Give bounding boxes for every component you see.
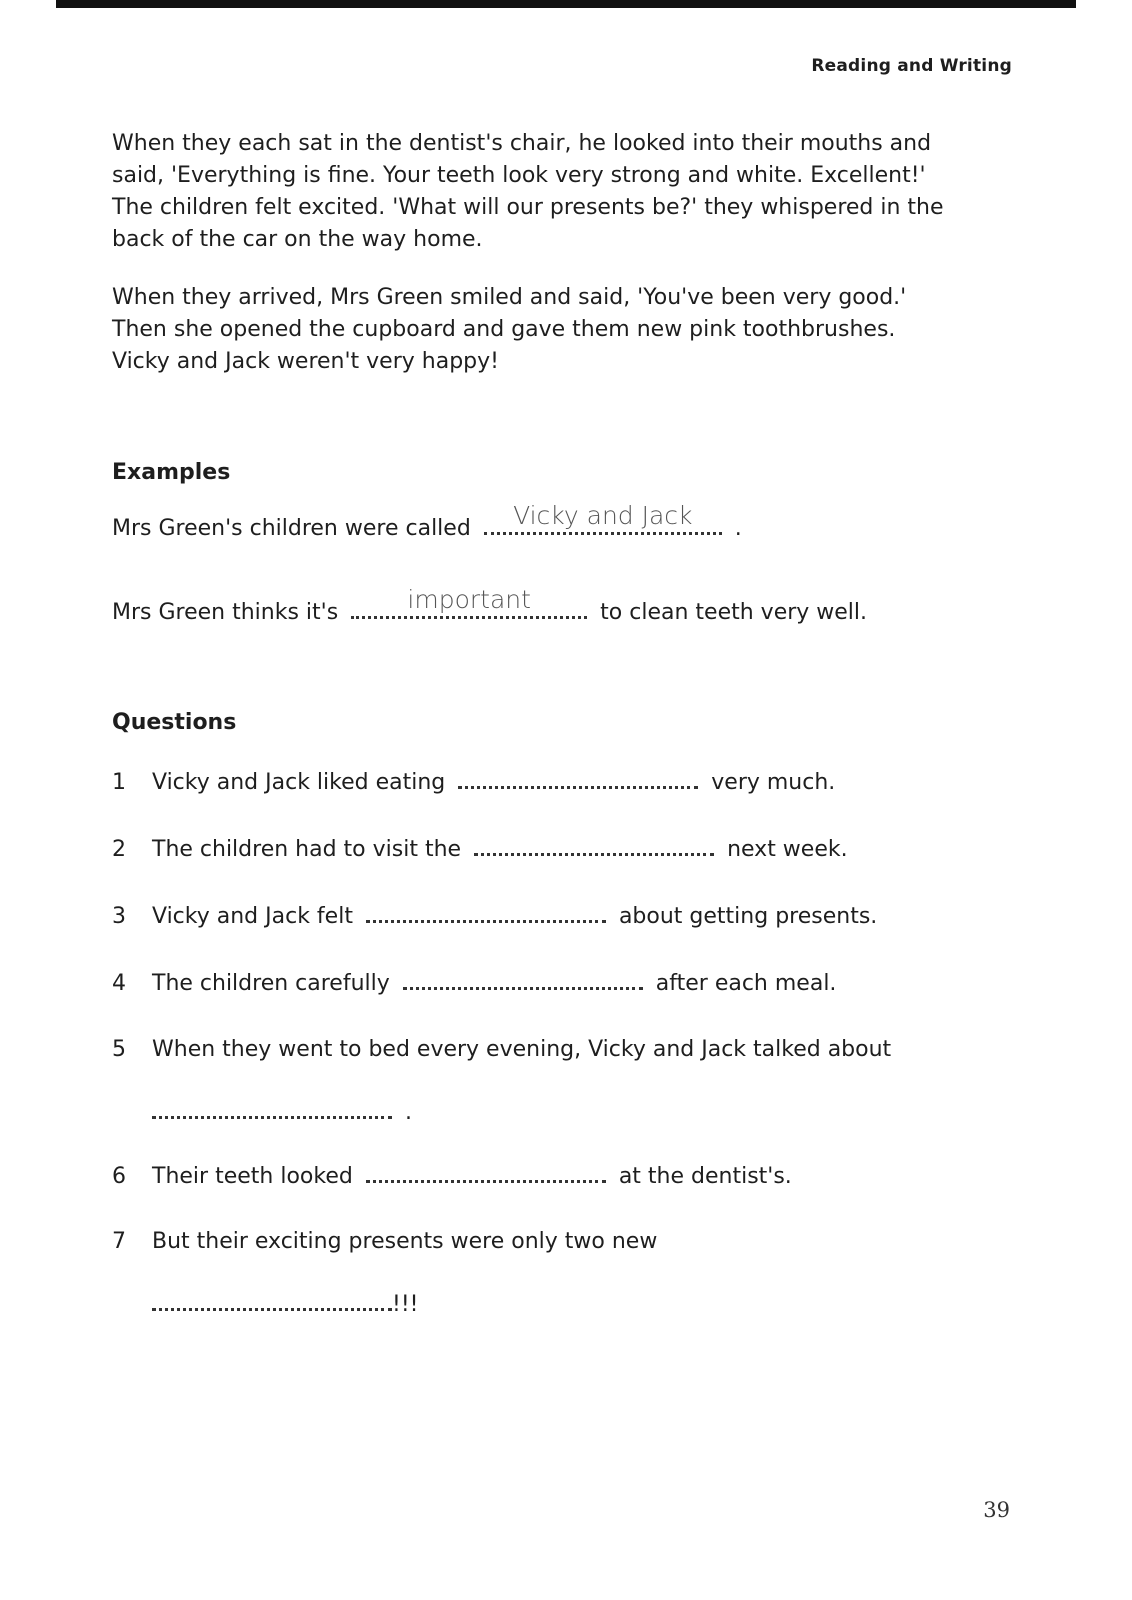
question-5-text: When they went to bed every evening, Vicky and Jack talked about xyxy=(152,1037,892,1062)
question-3-number: 3 xyxy=(112,904,126,929)
question-3-blank[interactable] xyxy=(366,896,606,923)
question-5 xyxy=(112,1030,891,1070)
question-2-blank[interactable] xyxy=(474,829,714,856)
question-6-text: Their teeth looked xyxy=(152,1164,353,1189)
question-3-text: Vicky and Jack felt xyxy=(152,904,353,929)
question-7-answer-line xyxy=(146,1284,418,1324)
question-1-number: 1 xyxy=(112,770,126,795)
question-1-end: very much. xyxy=(711,770,836,795)
example-2-blank[interactable] xyxy=(351,585,587,619)
question-4-end: after each meal. xyxy=(655,971,837,996)
question-4 xyxy=(112,963,836,1003)
question-2-text: The children had to visit the xyxy=(152,837,462,862)
question-1-text: Vicky and Jack liked eating xyxy=(152,770,446,795)
question-7 xyxy=(112,1222,657,1262)
question-7-text: But their exciting presents were only two new xyxy=(152,1229,658,1254)
question-3 xyxy=(112,896,877,936)
example-1-blank[interactable] xyxy=(484,501,722,535)
question-4-text: The children carefully xyxy=(152,971,390,996)
question-5-end: . xyxy=(405,1100,412,1125)
question-6-number: 6 xyxy=(112,1164,126,1189)
question-7-blank[interactable] xyxy=(152,1284,392,1311)
question-5-number: 5 xyxy=(112,1037,126,1062)
passage-paragraph-1: When they each sat in the dentist's chair, he looked into their mouths and said, 'Everything is fine. Your teeth look very strong and white. Excellent!' The children felt excited. 'What will our presents be?' they whispered in the back of the car on the way home. xyxy=(112,131,944,252)
example-1 xyxy=(112,501,742,548)
question-6-blank[interactable] xyxy=(366,1156,606,1183)
example-1-text: Mrs Green's children were called xyxy=(112,516,471,541)
question-1 xyxy=(112,762,835,802)
page-number: 39 xyxy=(983,1498,1010,1522)
top-rule xyxy=(56,0,1076,8)
example-2 xyxy=(112,585,868,632)
question-4-number: 4 xyxy=(112,971,126,996)
example-2-text: Mrs Green thinks it's xyxy=(112,600,339,625)
question-6 xyxy=(112,1156,792,1196)
question-5-answer-line xyxy=(146,1092,412,1132)
example-2-end: to clean teeth very well. xyxy=(600,600,868,625)
question-3-end: about getting presents. xyxy=(618,904,878,929)
passage-paragraph-2: When they arrived, Mrs Green smiled and said, 'You've been very good.' Then she opened the cupboard and gave them new pink toothbrushes. Vicky and Jack weren't very happy! xyxy=(112,285,907,374)
question-1-blank[interactable] xyxy=(458,762,698,789)
section-header: Reading and Writing xyxy=(811,56,1012,76)
question-4-blank[interactable] xyxy=(403,963,643,990)
question-7-number: 7 xyxy=(112,1229,126,1254)
example-2-answer: important xyxy=(407,585,531,614)
example-1-end: . xyxy=(734,516,742,541)
questions-heading: Questions xyxy=(112,710,237,735)
question-7-end: !!! xyxy=(392,1292,419,1317)
question-2-end: next week. xyxy=(727,837,848,862)
examples-heading: Examples xyxy=(112,460,231,485)
example-1-answer: Vicky and Jack xyxy=(513,501,693,530)
question-5-blank[interactable] xyxy=(152,1092,392,1119)
question-2 xyxy=(112,829,848,869)
question-2-number: 2 xyxy=(112,837,126,862)
question-6-end: at the dentist's. xyxy=(618,1164,792,1189)
